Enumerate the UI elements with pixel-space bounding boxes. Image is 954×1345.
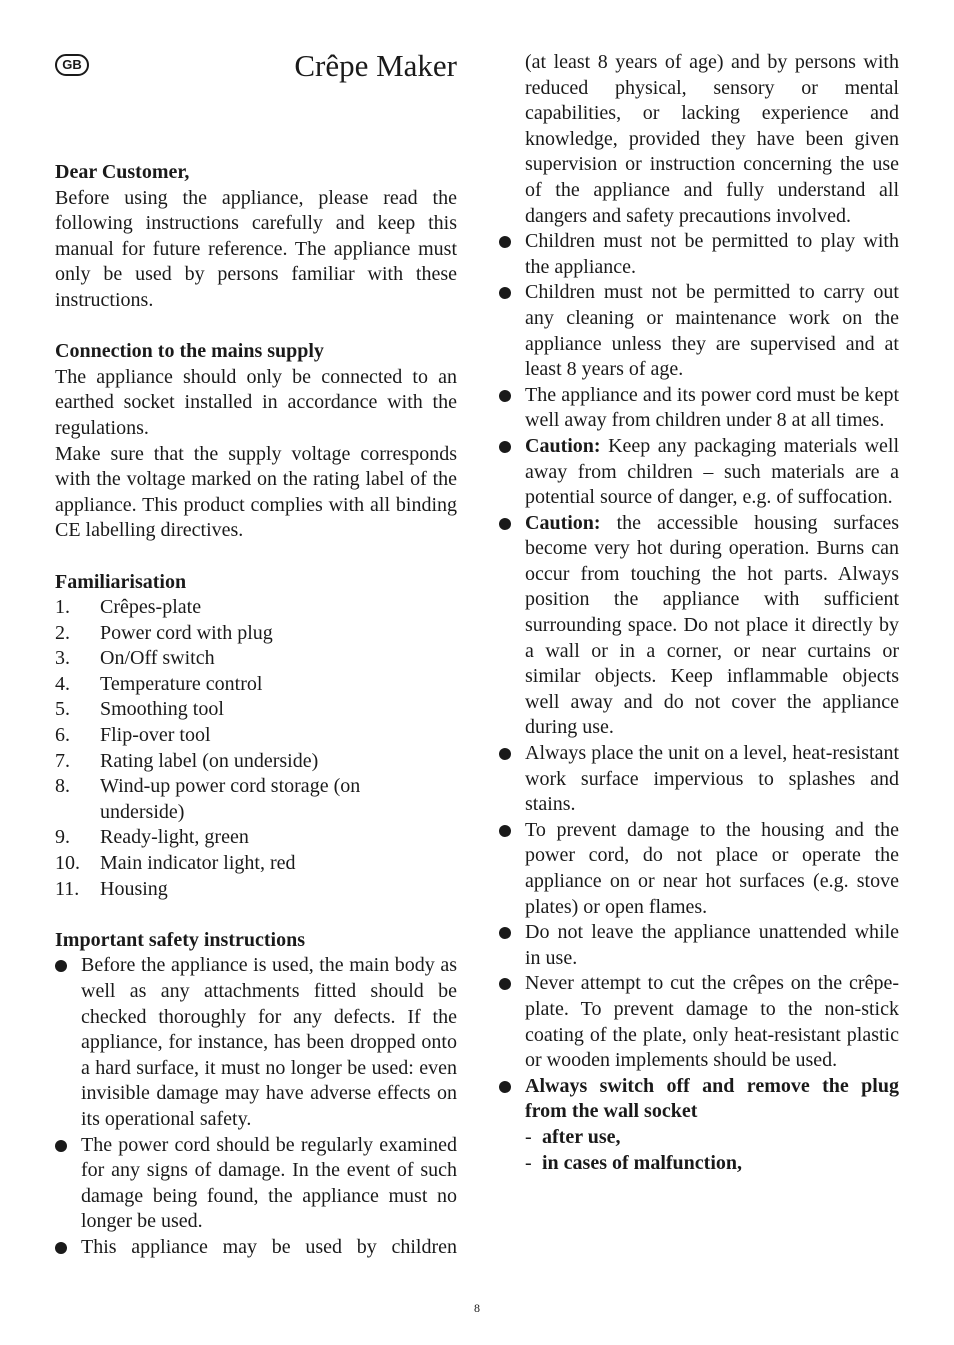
bullet-item: Children must not be permitted to carry out any cleaning or maintenance work on the appliance unless they are supervised and at least 8 years of age. bbox=[499, 280, 899, 382]
list-item: 9. Ready-light, green bbox=[55, 826, 249, 849]
list-item: 1. Crêpes-plate bbox=[55, 596, 202, 619]
bullet-item: Always place the unit on a level, heat-resistant work surface impervious to splashes and stains. bbox=[499, 741, 899, 818]
mains-text-1: The appliance should only be connected to an earthed socket installed in accordance with the regulations. bbox=[55, 365, 457, 439]
intro-text: Before using the appliance, please read the following instructions carefully and keep this manual for future reference. The appliance must only be used by persons familiar with these instructions. bbox=[55, 186, 457, 311]
bullet-dot-icon bbox=[499, 748, 511, 760]
bullet-dot-icon bbox=[55, 1242, 67, 1254]
bullet-item-caution: Caution: Keep any packaging materials well away from children – such materials are a potential source of danger, e.g. of suffocation. bbox=[499, 434, 899, 511]
left-column bbox=[55, 160, 457, 1261]
list-item: 6. Flip-over tool bbox=[55, 724, 211, 747]
dash-item: - in cases of malfunction, bbox=[525, 1151, 742, 1174]
page-title: Crêpe Maker bbox=[294, 48, 457, 83]
bullet-item: Do not leave the appliance unattended while in use. bbox=[499, 920, 899, 971]
bullet-item: This appliance may be used by children bbox=[55, 1235, 457, 1261]
country-badge: GB bbox=[55, 54, 89, 76]
bullet-dot-icon bbox=[499, 518, 511, 530]
bullet-dot-icon bbox=[499, 927, 511, 939]
bullet-item-switch-off: Always switch off and remove the plug from the wall socket bbox=[499, 1074, 899, 1125]
list-item: 7. Rating label (on underside) bbox=[55, 749, 319, 772]
bullet-dot-icon bbox=[55, 960, 67, 972]
safety-heading: Important safety instructions bbox=[55, 928, 305, 951]
bullet-item: To prevent damage to the housing and the power cord, do not place or operate the appliance on or near hot surfaces (e.g. stove plates) or open flames. bbox=[499, 818, 899, 920]
list-item: 4. Temperature control bbox=[55, 672, 263, 695]
list-item: 8. Wind-up power cord storage (on underside) bbox=[55, 775, 361, 823]
bullet-dot-icon bbox=[499, 390, 511, 402]
mains-heading: Connection to the mains supply bbox=[55, 340, 324, 363]
bullet-item: Before the appliance is used, the main body as well as any attachments fitted should be checked thoroughly for any defects. If the appliance, for instance, has been dropped onto a hard surface, it must no longer be used: even invisible damage may have adverse effects on its operational safety. bbox=[55, 953, 457, 1132]
list-item: 11. Housing bbox=[55, 877, 168, 900]
bullet-dot-icon bbox=[499, 1081, 511, 1093]
bullet-dot-icon bbox=[499, 441, 511, 453]
bullet-continuation: (at least 8 years of age) and by persons with reduced physical, sensory or mental capabilities, or lacking experience and knowledge, provided they have been given supervision or instruction concerning the use of the appliance and fully understand all dangers and safety precautions involved. bbox=[525, 51, 899, 227]
bullet-item: The power cord should be regularly examined for any signs of damage. In the event of such damage being found, the appliance must no longer be used. bbox=[55, 1133, 457, 1235]
list-item: 5. Smoothing tool bbox=[55, 698, 224, 721]
right-column bbox=[499, 50, 899, 1176]
list-item: 2. Power cord with plug bbox=[55, 621, 273, 644]
bullet-dot-icon bbox=[499, 978, 511, 990]
bullet-item: Never attempt to cut the crêpes on the crêpe-plate. To prevent damage to the non-stick coating of the plate, only heat-resistant plastic or wooden implements should be used. bbox=[499, 971, 899, 1073]
list-item: 10. Main indicator light, red bbox=[55, 852, 296, 875]
bullet-item: The appliance and its power cord must be kept well away from children under 8 at all times. bbox=[499, 383, 899, 434]
list-item: 3. On/Off switch bbox=[55, 647, 215, 670]
mains-text-2: Make sure that the supply voltage corresponds with the voltage marked on the rating label of the appliance. This product complies with all binding CE labelling directives. bbox=[55, 442, 457, 542]
page-number: 8 bbox=[474, 1301, 480, 1315]
bullet-item-caution: Caution: the accessible housing surfaces become very hot during operation. Burns can occur from touching the hot parts. Always position the appliance with sufficient surrounding space. Do not place it directly by a wall or in a corner, or near curtains or similar objects. Keep inflammable objects well away and do not cover the appliance during use. bbox=[499, 511, 899, 741]
bullet-item: Children must not be permitted to play with the appliance. bbox=[499, 229, 899, 280]
bullet-dot-icon bbox=[499, 287, 511, 299]
bullet-dot-icon bbox=[55, 1140, 67, 1152]
bullet-dot-icon bbox=[499, 236, 511, 248]
bullet-dot-icon bbox=[499, 825, 511, 837]
dash-item: - after use, bbox=[525, 1125, 621, 1148]
parts-list bbox=[55, 595, 457, 902]
familiarisation-heading: Familiarisation bbox=[55, 570, 187, 593]
greeting: Dear Customer, bbox=[55, 161, 190, 183]
